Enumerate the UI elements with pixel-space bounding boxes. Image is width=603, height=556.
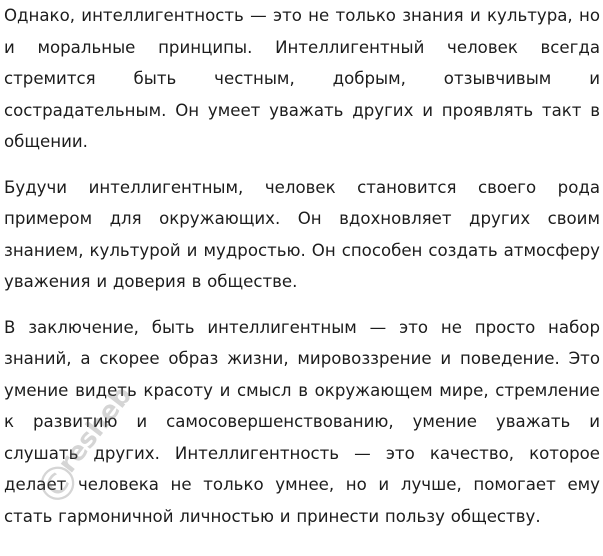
document-body [4,0,600,532]
paragraph-1: Однако, интеллигентность — это не только знания и культура, но и моральные принципы. Интеллигентный человек всегда стремится быть честным, добрым, отзывчивым и сострадательным. Он умеет уважать других и проявлять такт в общении. [4,6,600,151]
paragraph-2: Будучи интеллигентным, человек становится своего рода примером для окружающих. Он вдохновляет других своим знанием, культурой и мудростью. Он способен создать атмосферу уважения и доверия в обществе. [4,177,600,291]
watermark-text: resheba.ru [52,334,175,479]
paragraph-3: В заключение, быть интеллигентным — это не просто набор знаний, а скорее образ жизни, мировоззрение и поведение. Это умение видеть красоту и смысл в окружающем мире, стремление к развитию и самосовершенствованию, умение уважать и слушать других. Интеллигентность — это качество, которое делает человека не только умнее, но и лучше, помогает ему стать гармоничной личностью и принести пользу обществу. [4,317,600,526]
watermark-symbol: © [22,448,94,519]
